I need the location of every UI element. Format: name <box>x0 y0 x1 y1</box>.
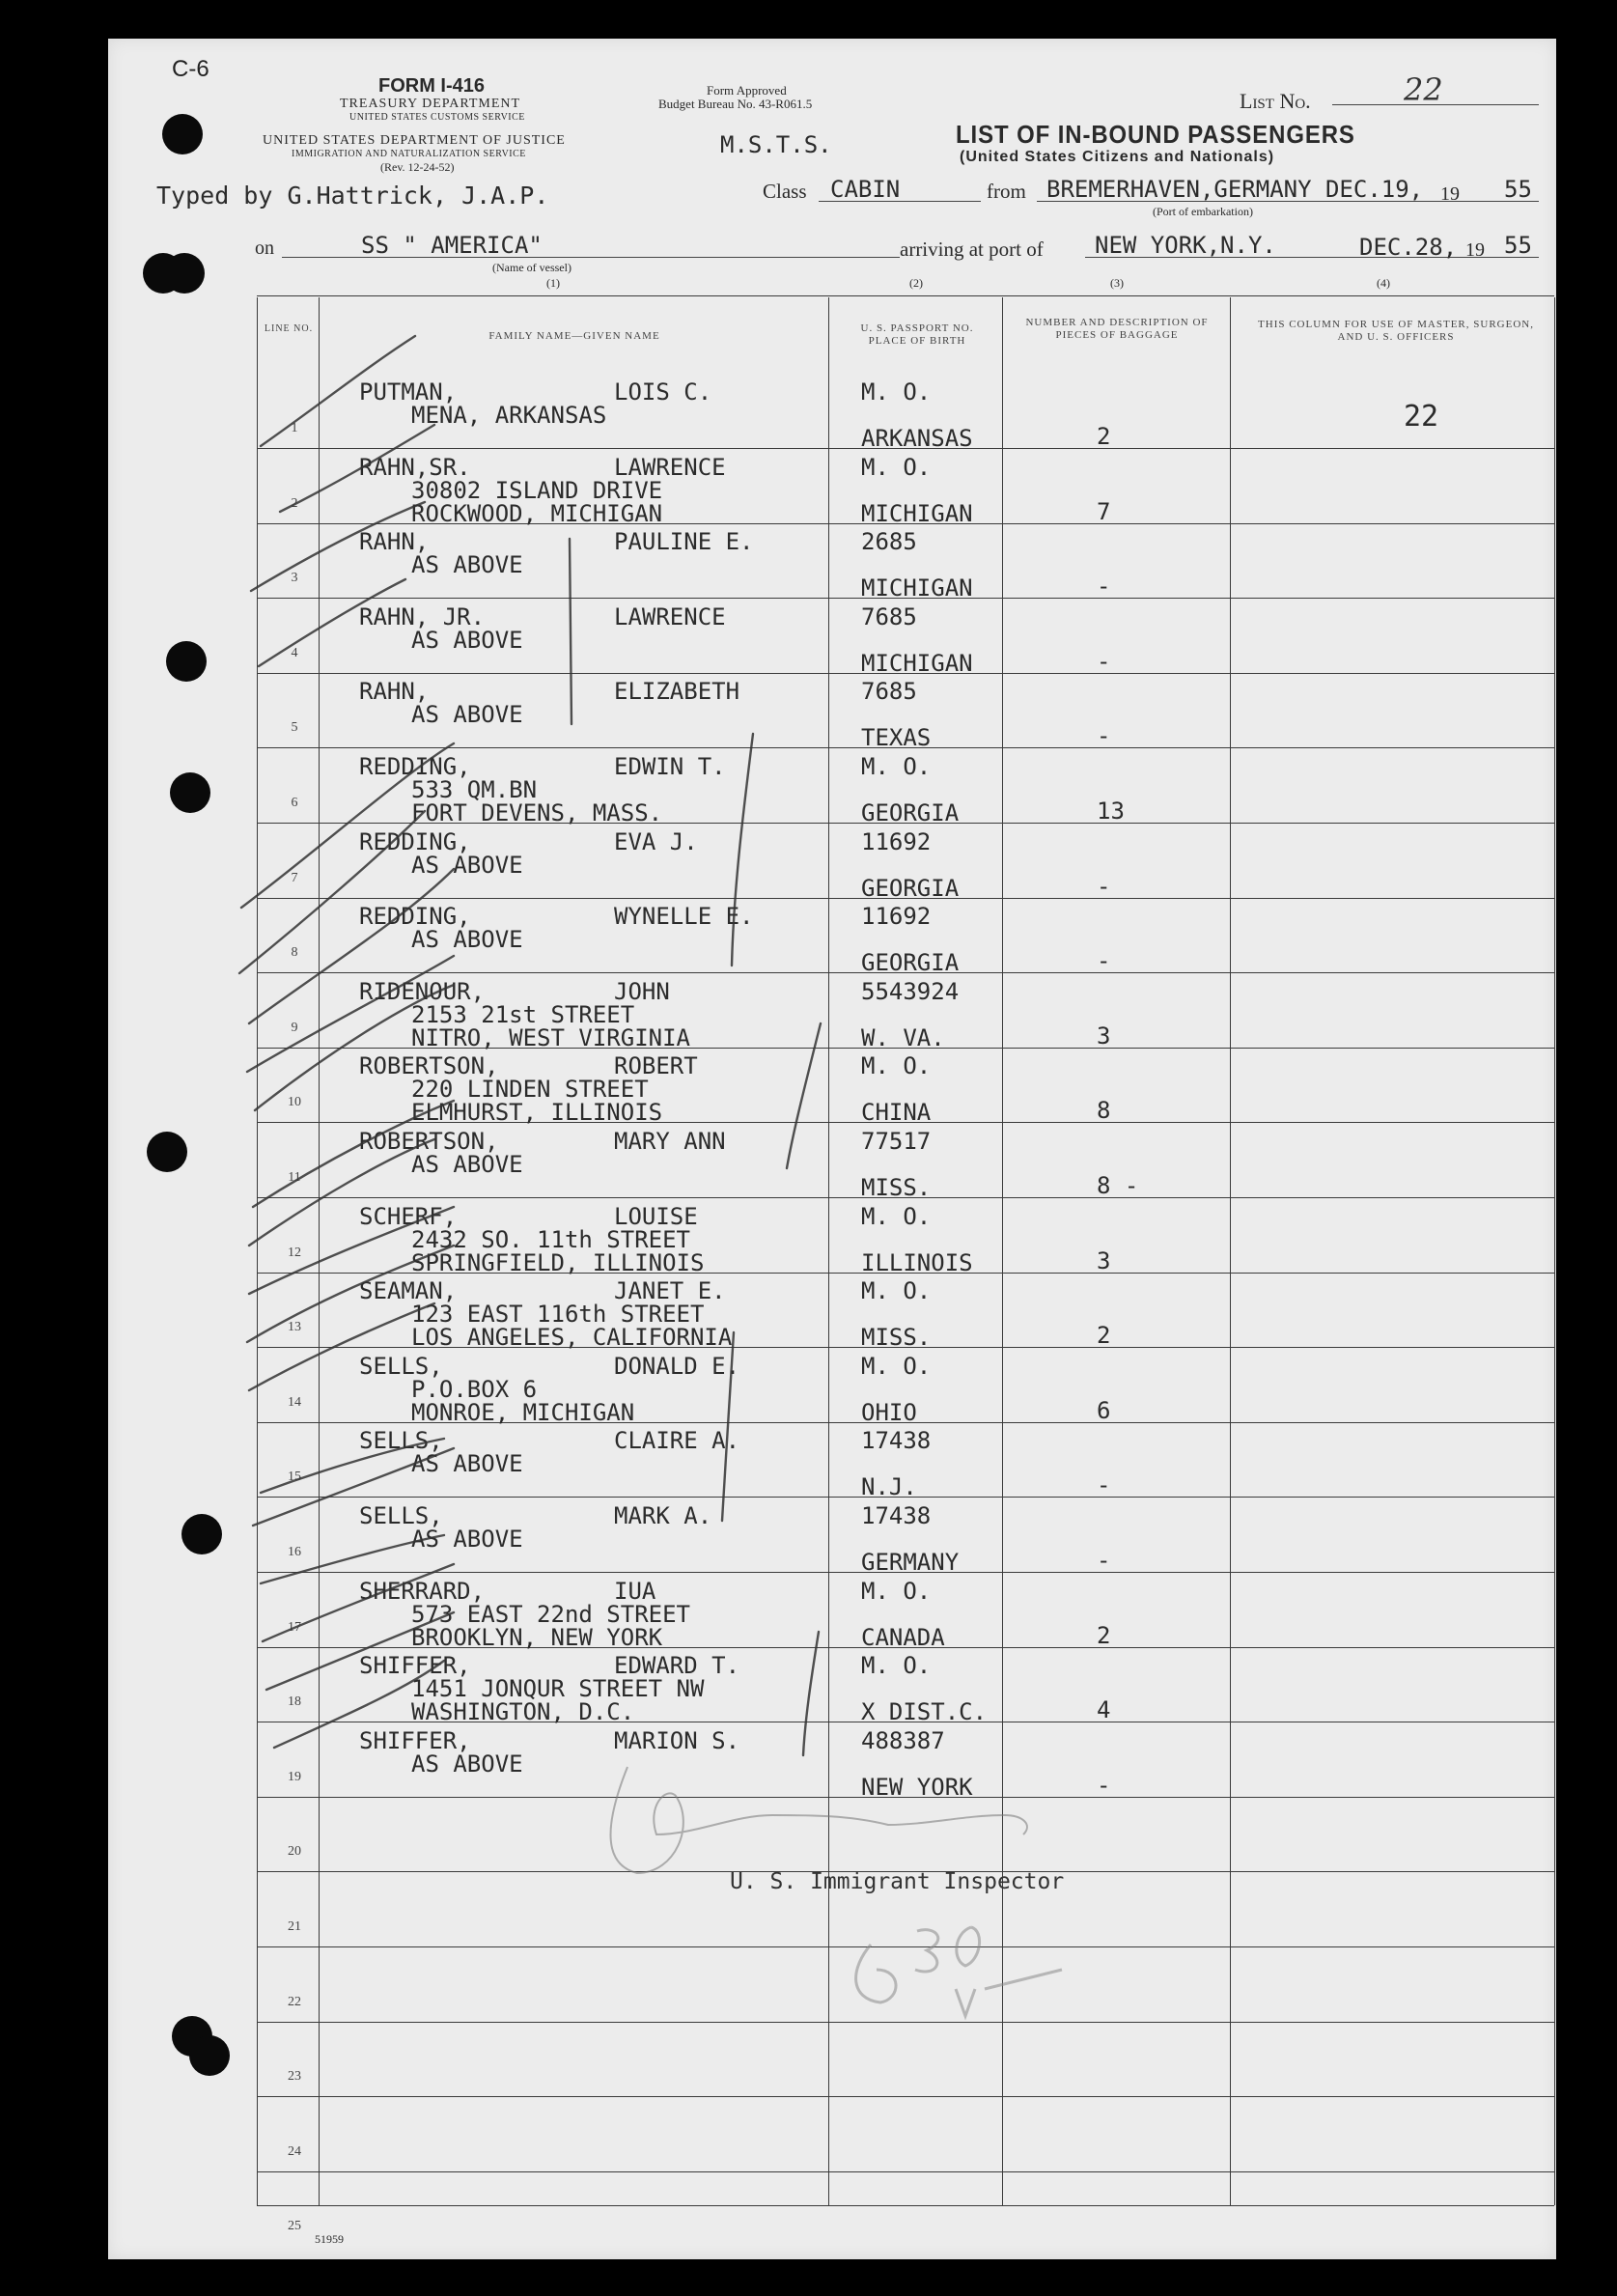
line-number: 16 <box>288 1545 301 1559</box>
line-number: 10 <box>288 1095 301 1110</box>
from-year: 55 <box>1504 176 1532 203</box>
col-header-officers: THIS COLUMN FOR USE OF MASTER, SURGEON, AND U. S. OFFICERS <box>1258 319 1534 343</box>
family-name: RAHN, <box>359 528 430 556</box>
col-header-name: FAMILY NAME—GIVEN NAME <box>488 330 660 342</box>
arrival-year-prefix: 19 <box>1465 239 1485 261</box>
baggage-count: 2 <box>1097 423 1111 450</box>
column-divider <box>319 297 320 2205</box>
baggage-count: - <box>1097 647 1111 675</box>
baggage-count: 6 <box>1097 1396 1111 1424</box>
list-subtitle: (United States Citizens and Nationals) <box>960 149 1275 165</box>
place-of-birth: MICHIGAN <box>861 649 973 677</box>
passport-number: 77517 <box>861 1128 932 1155</box>
inspector-title: U. S. Immigrant Inspector <box>730 1869 1065 1894</box>
given-name: LAWRENCE <box>614 602 726 630</box>
given-name: JOHN <box>614 977 670 1005</box>
table-bottom-border <box>257 2205 1554 2206</box>
family-name: SELLS, <box>359 1502 443 1529</box>
column-number: (4) <box>1377 276 1390 290</box>
line-number: 2 <box>291 495 298 511</box>
line-number: 20 <box>288 1844 301 1860</box>
line-number: 22 <box>288 1994 301 2009</box>
punch-hole <box>147 1132 187 1172</box>
baggage-count: 2 <box>1097 1322 1111 1350</box>
baggage-count: - <box>1097 1471 1111 1499</box>
vessel-label: (Name of vessel) <box>492 261 572 274</box>
family-name: RAHN,SR. <box>359 453 471 481</box>
address-line-1: 1451 JONQUR STREET NW <box>411 1675 705 1703</box>
place-of-birth: GEORGIA <box>861 874 960 902</box>
address-line-2: SPRINGFIELD, ILLINOIS <box>411 1248 705 1276</box>
address-line-1: 220 LINDEN STREET <box>411 1076 649 1104</box>
class-label: Class <box>763 180 807 203</box>
address-line-1: AS ABOVE <box>411 626 523 654</box>
column-number: (3) <box>1110 276 1124 290</box>
col-header-baggage: NUMBER AND DESCRIPTION OF PIECES OF BAGGAGE <box>1025 317 1209 341</box>
place-of-birth: MISS. <box>861 1324 932 1352</box>
line-number: 11 <box>288 1170 301 1185</box>
passport-number: M. O. <box>861 1052 932 1080</box>
budget-label: Budget Bureau No. 43-R061.5 <box>658 97 813 111</box>
family-name: SCHERF, <box>359 1202 458 1230</box>
address-line-1: AS ABOVE <box>411 1450 523 1478</box>
passport-number: M. O. <box>861 1577 932 1605</box>
line-number: 8 <box>291 945 298 961</box>
row-divider <box>257 2096 1554 2097</box>
line-number: 15 <box>288 1470 301 1485</box>
family-name: PUTMAN, <box>359 378 458 406</box>
passport-number: 7685 <box>861 678 917 706</box>
ins-label: IMMIGRATION AND NATURALIZATION SERVICE <box>292 149 526 159</box>
line-number: 5 <box>291 720 298 736</box>
punch-hole <box>189 2035 230 2076</box>
baggage-count: 2 <box>1097 1621 1111 1649</box>
from-year-prefix: 19 <box>1440 183 1460 205</box>
place-of-birth: NEW YORK <box>861 1773 973 1801</box>
address-line-1: 2432 SO. 11th STREET <box>411 1225 690 1253</box>
given-name: PAULINE E. <box>614 528 754 556</box>
baggage-count: 8 <box>1097 1097 1111 1125</box>
arrival-date: DEC.28, <box>1359 234 1458 261</box>
baggage-count: - <box>1097 872 1111 900</box>
given-name: LOUISE <box>614 1202 698 1230</box>
baggage-count: 3 <box>1097 1246 1111 1274</box>
passport-number: M. O. <box>861 1352 932 1380</box>
punch-hole <box>170 772 210 813</box>
table-left-border <box>257 297 258 2205</box>
given-name: DONALD E. <box>614 1352 740 1380</box>
line-number: 12 <box>288 1245 301 1260</box>
address-line-1: AS ABOVE <box>411 851 523 879</box>
family-name: REDDING, <box>359 827 471 855</box>
col-header-line-no: LINE NO. <box>264 323 314 334</box>
address-line-1: AS ABOVE <box>411 551 523 579</box>
baggage-count: - <box>1097 573 1111 601</box>
punch-hole <box>164 253 205 294</box>
family-name: SELLS, <box>359 1352 443 1380</box>
given-name: EDWARD T. <box>614 1652 740 1680</box>
passport-number: M. O. <box>861 378 932 406</box>
baggage-count: 7 <box>1097 497 1111 525</box>
given-name: LOIS C. <box>614 378 712 406</box>
address-line-2: FORT DEVENS, MASS. <box>411 799 663 826</box>
address-line-1: 573 EAST 22nd STREET <box>411 1600 690 1628</box>
place-of-birth: OHIO <box>861 1398 917 1426</box>
given-name: CLAIRE A. <box>614 1427 740 1455</box>
passport-number: M. O. <box>861 753 932 780</box>
baggage-count: - <box>1097 1547 1111 1574</box>
column-divider <box>1230 297 1231 2205</box>
given-name: MARK A. <box>614 1502 712 1529</box>
line-number: 19 <box>288 1769 301 1784</box>
place-of-birth: GEORGIA <box>861 799 960 826</box>
column-divider <box>1002 297 1003 2205</box>
justice-label: UNITED STATES DEPARTMENT OF JUSTICE <box>263 133 566 148</box>
place-of-birth: GEORGIA <box>861 949 960 977</box>
corner-code: C-6 <box>172 56 209 82</box>
family-name: RAHN, JR. <box>359 602 486 630</box>
agency-label: M.S.T.S. <box>720 131 832 158</box>
address-line-2: MONROE, MICHIGAN <box>411 1398 635 1426</box>
place-of-birth: GERMANY <box>861 1549 960 1576</box>
baggage-count: 13 <box>1097 798 1125 825</box>
port-embark-label: (Port of embarkation) <box>1153 205 1253 218</box>
place-of-birth: CANADA <box>861 1623 945 1651</box>
given-name: WYNELLE E. <box>614 903 754 931</box>
line-number: 4 <box>291 645 298 660</box>
place-of-birth: CHINA <box>861 1099 932 1127</box>
form-page <box>108 39 1556 2259</box>
approval-label: Form Approved <box>707 83 787 98</box>
arrival-year: 55 <box>1504 232 1532 259</box>
place-of-birth: MISS. <box>861 1174 932 1201</box>
baggage-count: - <box>1097 947 1111 975</box>
on-label: on <box>255 238 274 259</box>
line-number: 18 <box>288 1694 301 1710</box>
form-title: FORM I-416 <box>378 75 486 97</box>
table-top-border <box>257 295 1554 296</box>
vessel-name: SS " AMERICA" <box>361 232 543 259</box>
given-name: LAWRENCE <box>614 453 726 481</box>
line-number: 14 <box>288 1394 301 1410</box>
family-name: SHIFFER, <box>359 1726 471 1754</box>
officer-note: 22 <box>1404 400 1439 434</box>
family-name: REDDING, <box>359 753 471 780</box>
passport-number: M. O. <box>861 1202 932 1230</box>
address-line-1: 30802 ISLAND DRIVE <box>411 476 663 504</box>
baggage-count: 8 - <box>1097 1172 1139 1199</box>
family-name: ROBERTSON, <box>359 1052 499 1080</box>
family-name: SEAMAN, <box>359 1277 458 1305</box>
address-line-1: 2153 21st STREET <box>411 1000 635 1028</box>
list-no-label: List No. <box>1240 89 1311 113</box>
row-divider <box>257 2022 1554 2023</box>
address-line-1: 533 QM.BN <box>411 776 538 803</box>
from-label: from <box>987 180 1026 203</box>
address-line-2: BROOKLYN, NEW YORK <box>411 1623 663 1651</box>
family-name: RAHN, <box>359 678 430 706</box>
line-number: 7 <box>291 870 298 885</box>
place-of-birth: N.J. <box>861 1473 917 1501</box>
passport-number: 11692 <box>861 903 932 931</box>
family-name: SHIFFER, <box>359 1652 471 1680</box>
address-line-2: LOS ANGELES, CALIFORNIA <box>411 1324 733 1352</box>
passport-number: 2685 <box>861 528 917 556</box>
passport-number: M. O. <box>861 1652 932 1680</box>
passport-number: 17438 <box>861 1427 932 1455</box>
class-value: CABIN <box>830 176 901 203</box>
treasury-label: TREASURY DEPARTMENT <box>340 97 521 111</box>
family-name: SELLS, <box>359 1427 443 1455</box>
line-number: 6 <box>291 796 298 810</box>
address-line-2: ROCKWOOD, MICHIGAN <box>411 499 663 527</box>
col-header-passport: U. S. PASSPORT NO. PLACE OF BIRTH <box>860 322 974 347</box>
place-of-birth: ILLINOIS <box>861 1248 973 1276</box>
given-name: EVA J. <box>614 827 698 855</box>
place-of-birth: W. VA. <box>861 1023 945 1051</box>
table-right-border <box>1554 297 1555 2205</box>
family-name: RIDENOUR, <box>359 977 486 1005</box>
baggage-count: - <box>1097 1771 1111 1799</box>
line-number: 17 <box>288 1619 301 1635</box>
address-line-1: AS ABOVE <box>411 1151 523 1178</box>
row-divider <box>257 2171 1554 2172</box>
line-number: 23 <box>288 2069 301 2085</box>
typed-by: Typed by G.Hattrick, J.A.P. <box>156 182 549 210</box>
passport-number: M. O. <box>861 1277 932 1305</box>
baggage-count: 4 <box>1097 1696 1111 1724</box>
address-line-1: MENA, ARKANSAS <box>411 402 607 429</box>
baggage-count: 3 <box>1097 1022 1111 1050</box>
given-name: MARION S. <box>614 1726 740 1754</box>
from-value: BREMERHAVEN,GERMANY DEC.19, <box>1046 176 1424 203</box>
line-number: 1 <box>291 421 298 435</box>
address-line-2: NITRO, WEST VIRGINIA <box>411 1023 690 1051</box>
line-number: 24 <box>288 2143 301 2159</box>
given-name: JANET E. <box>614 1277 726 1305</box>
baggage-count: - <box>1097 722 1111 750</box>
given-name: EDWIN T. <box>614 753 726 780</box>
family-name: SHERRARD, <box>359 1577 486 1605</box>
footer-code: 51959 <box>315 2232 344 2246</box>
list-no-value: 22 <box>1404 71 1443 108</box>
line-number: 13 <box>288 1320 301 1335</box>
given-name: MARY ANN <box>614 1128 726 1155</box>
punch-hole <box>166 641 207 682</box>
address-line-2: WASHINGTON, D.C. <box>411 1698 635 1726</box>
list-title: LIST OF IN-BOUND PASSENGERS <box>956 120 1355 149</box>
punch-hole <box>181 1514 222 1554</box>
passport-number: 17438 <box>861 1502 932 1529</box>
address-line-1: 123 EAST 116th STREET <box>411 1301 705 1329</box>
line-number: 9 <box>291 1020 298 1035</box>
passport-number: M. O. <box>861 453 932 481</box>
line-number: 21 <box>288 1919 301 1934</box>
passport-number: 11692 <box>861 827 932 855</box>
address-line-1: AS ABOVE <box>411 701 523 729</box>
place-of-birth: MICHIGAN <box>861 574 973 602</box>
line-number: 3 <box>291 571 298 586</box>
place-of-birth: X DIST.C. <box>861 1698 988 1726</box>
passport-number: 5543924 <box>861 977 960 1005</box>
line-number: 25 <box>288 2219 301 2234</box>
address-line-1: AS ABOVE <box>411 926 523 954</box>
address-line-2: ELMHURST, ILLINOIS <box>411 1099 663 1127</box>
address-line-1: AS ABOVE <box>411 1750 523 1778</box>
given-name: IUA <box>614 1577 656 1605</box>
address-line-1: P.O.BOX 6 <box>411 1375 538 1403</box>
column-number: (1) <box>546 276 560 290</box>
place-of-birth: MICHIGAN <box>861 499 973 527</box>
arrival-port: NEW YORK,N.Y. <box>1095 232 1276 259</box>
customs-label: UNITED STATES CUSTOMS SERVICE <box>349 112 525 123</box>
given-name: ELIZABETH <box>614 678 740 706</box>
place-of-birth: TEXAS <box>861 724 932 752</box>
column-divider <box>828 297 829 2205</box>
passport-number: 7685 <box>861 602 917 630</box>
column-number: (2) <box>909 276 923 290</box>
address-line-1: AS ABOVE <box>411 1526 523 1553</box>
family-name: ROBERTSON, <box>359 1128 499 1155</box>
punch-hole <box>162 114 203 154</box>
place-of-birth: ARKANSAS <box>861 425 973 452</box>
given-name: ROBERT <box>614 1052 698 1080</box>
passport-number: 488387 <box>861 1726 945 1754</box>
revision-label: (Rev. 12-24-52) <box>380 160 455 174</box>
family-name: REDDING, <box>359 903 471 931</box>
arriving-label: arriving at port of <box>900 238 1044 261</box>
